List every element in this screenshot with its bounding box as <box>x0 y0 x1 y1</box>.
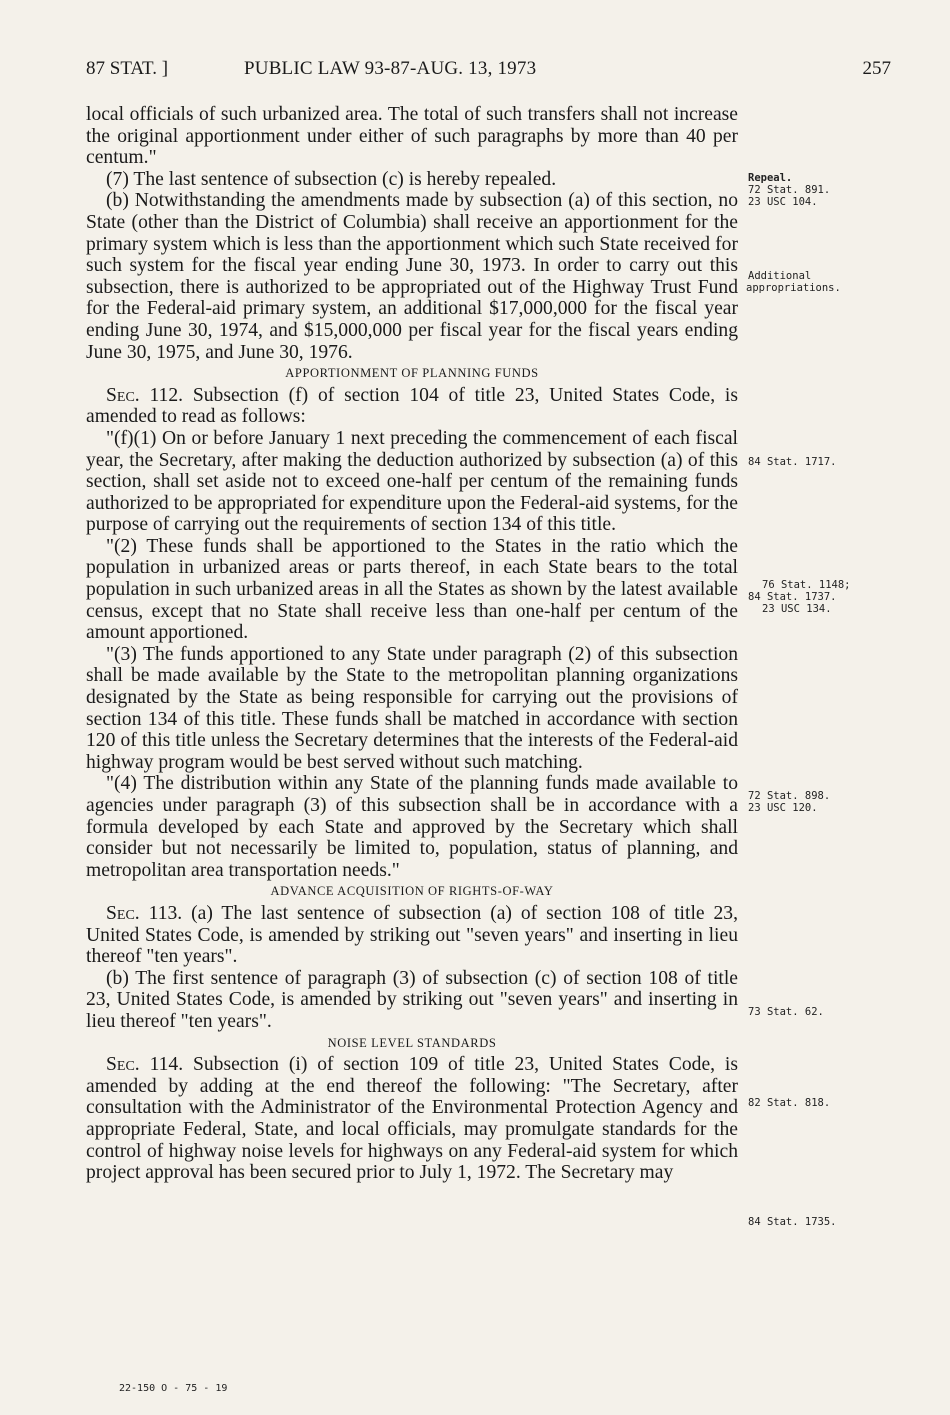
margin-note-line: appropriations. <box>746 282 841 294</box>
paragraph: local officials of such urbanized area. The total of such transfers shall not increase the original apportionment under either of such paragraphs by more than 40 per centum." <box>86 104 738 169</box>
volume-reference: 87 STAT. ] <box>86 58 169 79</box>
paragraph: (7) The last sentence of subsection (c) is hereby repealed. <box>106 168 557 190</box>
section-heading: APPORTIONMENT OF PLANNING FUNDS <box>285 366 539 381</box>
running-title: PUBLIC LAW 93-87-AUG. 13, 1973 <box>244 58 537 79</box>
margin-note-citation <box>748 1097 863 1109</box>
margin-note-citation <box>748 790 863 814</box>
margin-note-citation <box>748 1216 863 1228</box>
margin-note-line: 23 USC 120. <box>748 802 818 814</box>
margin-note-additional <box>748 270 863 294</box>
margin-note-line: 84 Stat. 1735. <box>748 1216 837 1228</box>
margin-note-line: 82 Stat. 818. <box>748 1097 831 1109</box>
section-label: Sec. <box>106 1054 140 1076</box>
section-text: 112. Subsection (f) of section 104 of title 23, United States Code, is amended to read as follows: <box>86 384 738 428</box>
paragraph: "(f)(1) On or before January 1 next preceding the commencement of each fiscal year, the Secretary, after making the deduction authorized by subsection (a) of this section, shall set aside not to exceed one-half per centum of the remaining funds authorized to be appropriated for expenditure upon the Federal-aid systems, for the purpose of carrying out the requirements of section 134 of this title. <box>86 427 738 536</box>
margin-note-line: 76 Stat. 1148; <box>762 579 851 591</box>
paragraph: "(3) The funds apportioned to any State under paragraph (2) of this subsection shall be made available by the State to the metropolitan planning organizations designated by the State as being responsible for carrying out the provisions of section 134 of this title. These funds shall be matched in accordance with section 120 of this title unless the Secretary determines that the interests of the Federal-aid highway program would be best served without such matching. <box>86 643 738 773</box>
section-text: 114. Subsection (i) of section 109 of title 23, United States Code, is amended by adding at the end thereof the following: "The Secretary, after consultation with the Administrator of the Environmental Protection Agency and appropriate Federal, State, and local officials, may promulgate standards for the control of highway noise levels for highways on any Federal-aid system for which project approval has been secured prior to July 1, 1972. The Secretary may <box>86 1054 738 1184</box>
section-heading: NOISE LEVEL STANDARDS <box>327 1035 497 1050</box>
section-paragraph <box>86 385 738 428</box>
page-header <box>86 58 891 88</box>
margin-note-line: 72 Stat. 898. <box>748 790 831 802</box>
section-heading: ADVANCE ACQUISITION OF RIGHTS-OF-WAY <box>270 884 554 899</box>
margin-note-line: 73 Stat. 62. <box>748 1006 824 1018</box>
margin-note-line: 72 Stat. 891. <box>748 184 831 196</box>
section-paragraph <box>86 1054 738 1184</box>
paragraph: (b) Notwithstanding the amendments made by subsection (a) of this section, no State (other than the District of Columbia) shall receive an apportionment for the primary system which is less than the apportionment which such State received for such system for the fiscal year ending June 30, 1973. In order to carry out this subsection, there is authorized to be appropriated out of the Highway Trust Fund for the Federal-aid primary system, an additional $17,000,000 for the fiscal year ending June 30, 1974, and $15,000,000 per fiscal year for the fiscal years ending June 30, 1975, and June 30, 1976. <box>86 190 738 363</box>
margin-note-repeal <box>748 172 863 208</box>
margin-note-line: 23 USC 134. <box>762 603 832 615</box>
paragraph: (b) The first sentence of paragraph (3) of subsection (c) of section 108 of title 23, United States Code, is amended by striking out "seven years" and inserting in lieu thereof "ten years". <box>86 967 738 1032</box>
paragraph: "(2) These funds shall be apportioned to the States in the ratio which the population in urbanized areas or parts thereof, in each State bears to the total population in such urbanized areas in all the States as shown by the latest available census, except that no State shall receive less than one-half per centum of the amount apportioned. <box>86 535 738 644</box>
body-text <box>86 104 738 1184</box>
page-number: 257 <box>862 58 891 79</box>
margin-note-line: 84 Stat. 1737. <box>748 591 837 603</box>
margin-note-line: Repeal. <box>748 172 793 184</box>
section-label: Sec. <box>106 902 140 924</box>
print-code: 22-150 O - 75 - 19 <box>119 1383 228 1394</box>
margin-note-line: 23 USC 104. <box>748 196 818 208</box>
margin-note-citation <box>748 456 863 468</box>
margin-note-citation <box>748 579 863 615</box>
section-paragraph <box>86 903 738 968</box>
section-text: 113. (a) The last sentence of subsection (a) of section 108 of title 23, United States Code, is amended by striking out "seven years" and inserting in lieu thereof "ten years". <box>86 902 738 968</box>
margin-note-citation <box>748 1006 863 1018</box>
margin-note-line: 84 Stat. 1717. <box>748 456 837 468</box>
margin-note-line: Additional <box>748 270 812 282</box>
section-label: Sec. <box>106 384 140 406</box>
paragraph: "(4) The distribution within any State of the planning funds made available to agencies under paragraph (3) of this subsection shall be in accordance with a formula developed by each State and approved by the Secretary which shall consider but not necessarily be limited to, population, status of planning, and metropolitan area transportation needs." <box>86 773 738 881</box>
